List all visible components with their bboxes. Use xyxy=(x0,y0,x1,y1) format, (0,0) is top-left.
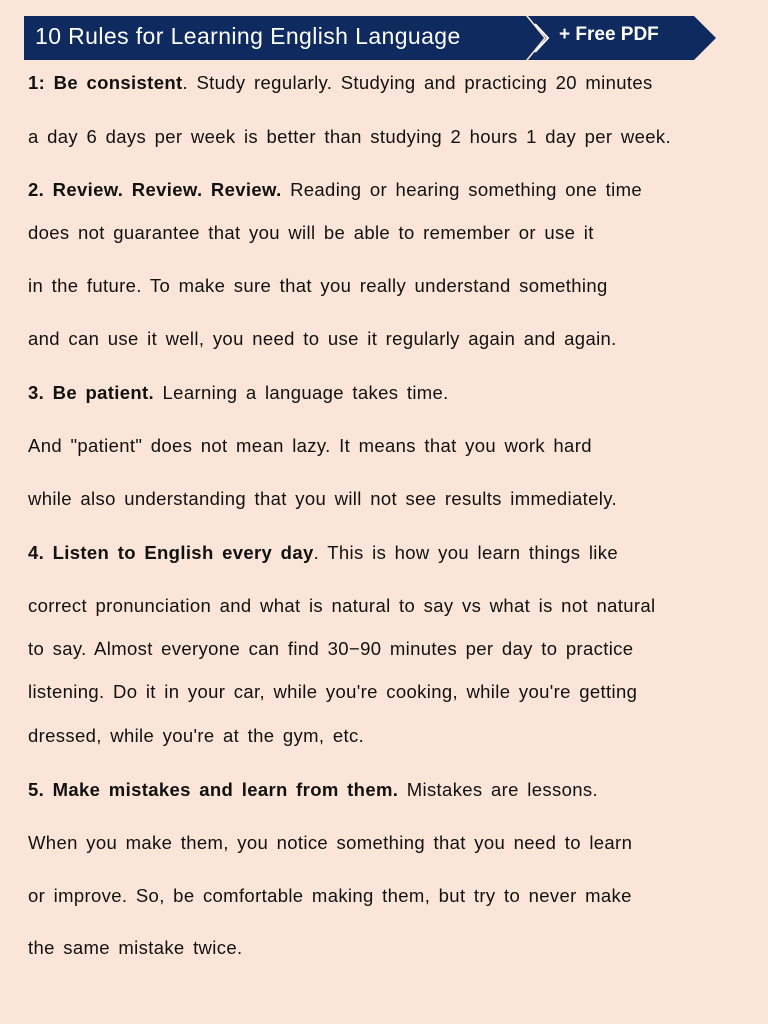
rule-4-line-5: dressed, while you're at the gym, etc. xyxy=(28,725,365,746)
rule-4-line-2: correct pronunciation and what is natural to say vs what is not natural xyxy=(28,595,656,616)
rule-5-line-2: When you make them, you notice something that you need to learn xyxy=(28,832,633,853)
rule-3-line-2: And "patient" does not mean lazy. It means that you work hard xyxy=(28,435,592,456)
rule-1-heading: 1: Be consistent xyxy=(28,72,183,93)
rule-2-text: Reading or hearing something one time xyxy=(281,179,642,200)
rule-5-text: Mistakes are lessons. xyxy=(398,779,598,800)
rule-3-text: Learning a language takes time. xyxy=(154,382,449,403)
page-title: 10 Rules for Learning English Language xyxy=(35,23,461,49)
rule-5-line-3: or improve. So, be comfortable making them, but try to never make xyxy=(28,885,632,906)
rule-4-line-3: to say. Almost everyone can find 30−90 minutes per day to practice xyxy=(28,638,634,659)
rule-2-line-1 xyxy=(28,179,642,201)
rule-3-line-1 xyxy=(28,382,449,404)
rule-2-line-3: in the future. To make sure that you really understand something xyxy=(28,275,608,296)
rule-2-line-2: does not guarantee that you will be able to remember or use it xyxy=(28,222,594,243)
rule-3-line-3: while also understanding that you will not see results immediately. xyxy=(28,488,617,509)
rule-2-line-4: and can use it well, you need to use it regularly again and again. xyxy=(28,328,617,349)
rule-4-line-1 xyxy=(28,542,618,564)
rule-1-line-1 xyxy=(28,72,653,94)
rule-1-line-2: a day 6 days per week is better than studying 2 hours 1 day per week. xyxy=(28,126,671,147)
rule-4-text: . This is how you learn things like xyxy=(313,542,618,563)
free-pdf-tag[interactable]: + Free PDF xyxy=(559,24,659,45)
rule-5-line-4: the same mistake twice. xyxy=(28,937,243,958)
rule-2-heading: 2. Review. Review. Review. xyxy=(28,179,282,200)
rule-4-heading: 4. Listen to English every day xyxy=(28,542,314,563)
rule-5-line-1 xyxy=(28,779,598,801)
rule-4-line-4: listening. Do it in your car, while you're cooking, while you're getting xyxy=(28,681,638,702)
rule-1-text: . Study regularly. Studying and practicing 20 minutes xyxy=(182,72,653,93)
rule-3-heading: 3. Be patient. xyxy=(28,382,155,403)
rule-5-heading: 5. Make mistakes and learn from them. xyxy=(28,779,399,800)
title-banner xyxy=(24,16,716,60)
